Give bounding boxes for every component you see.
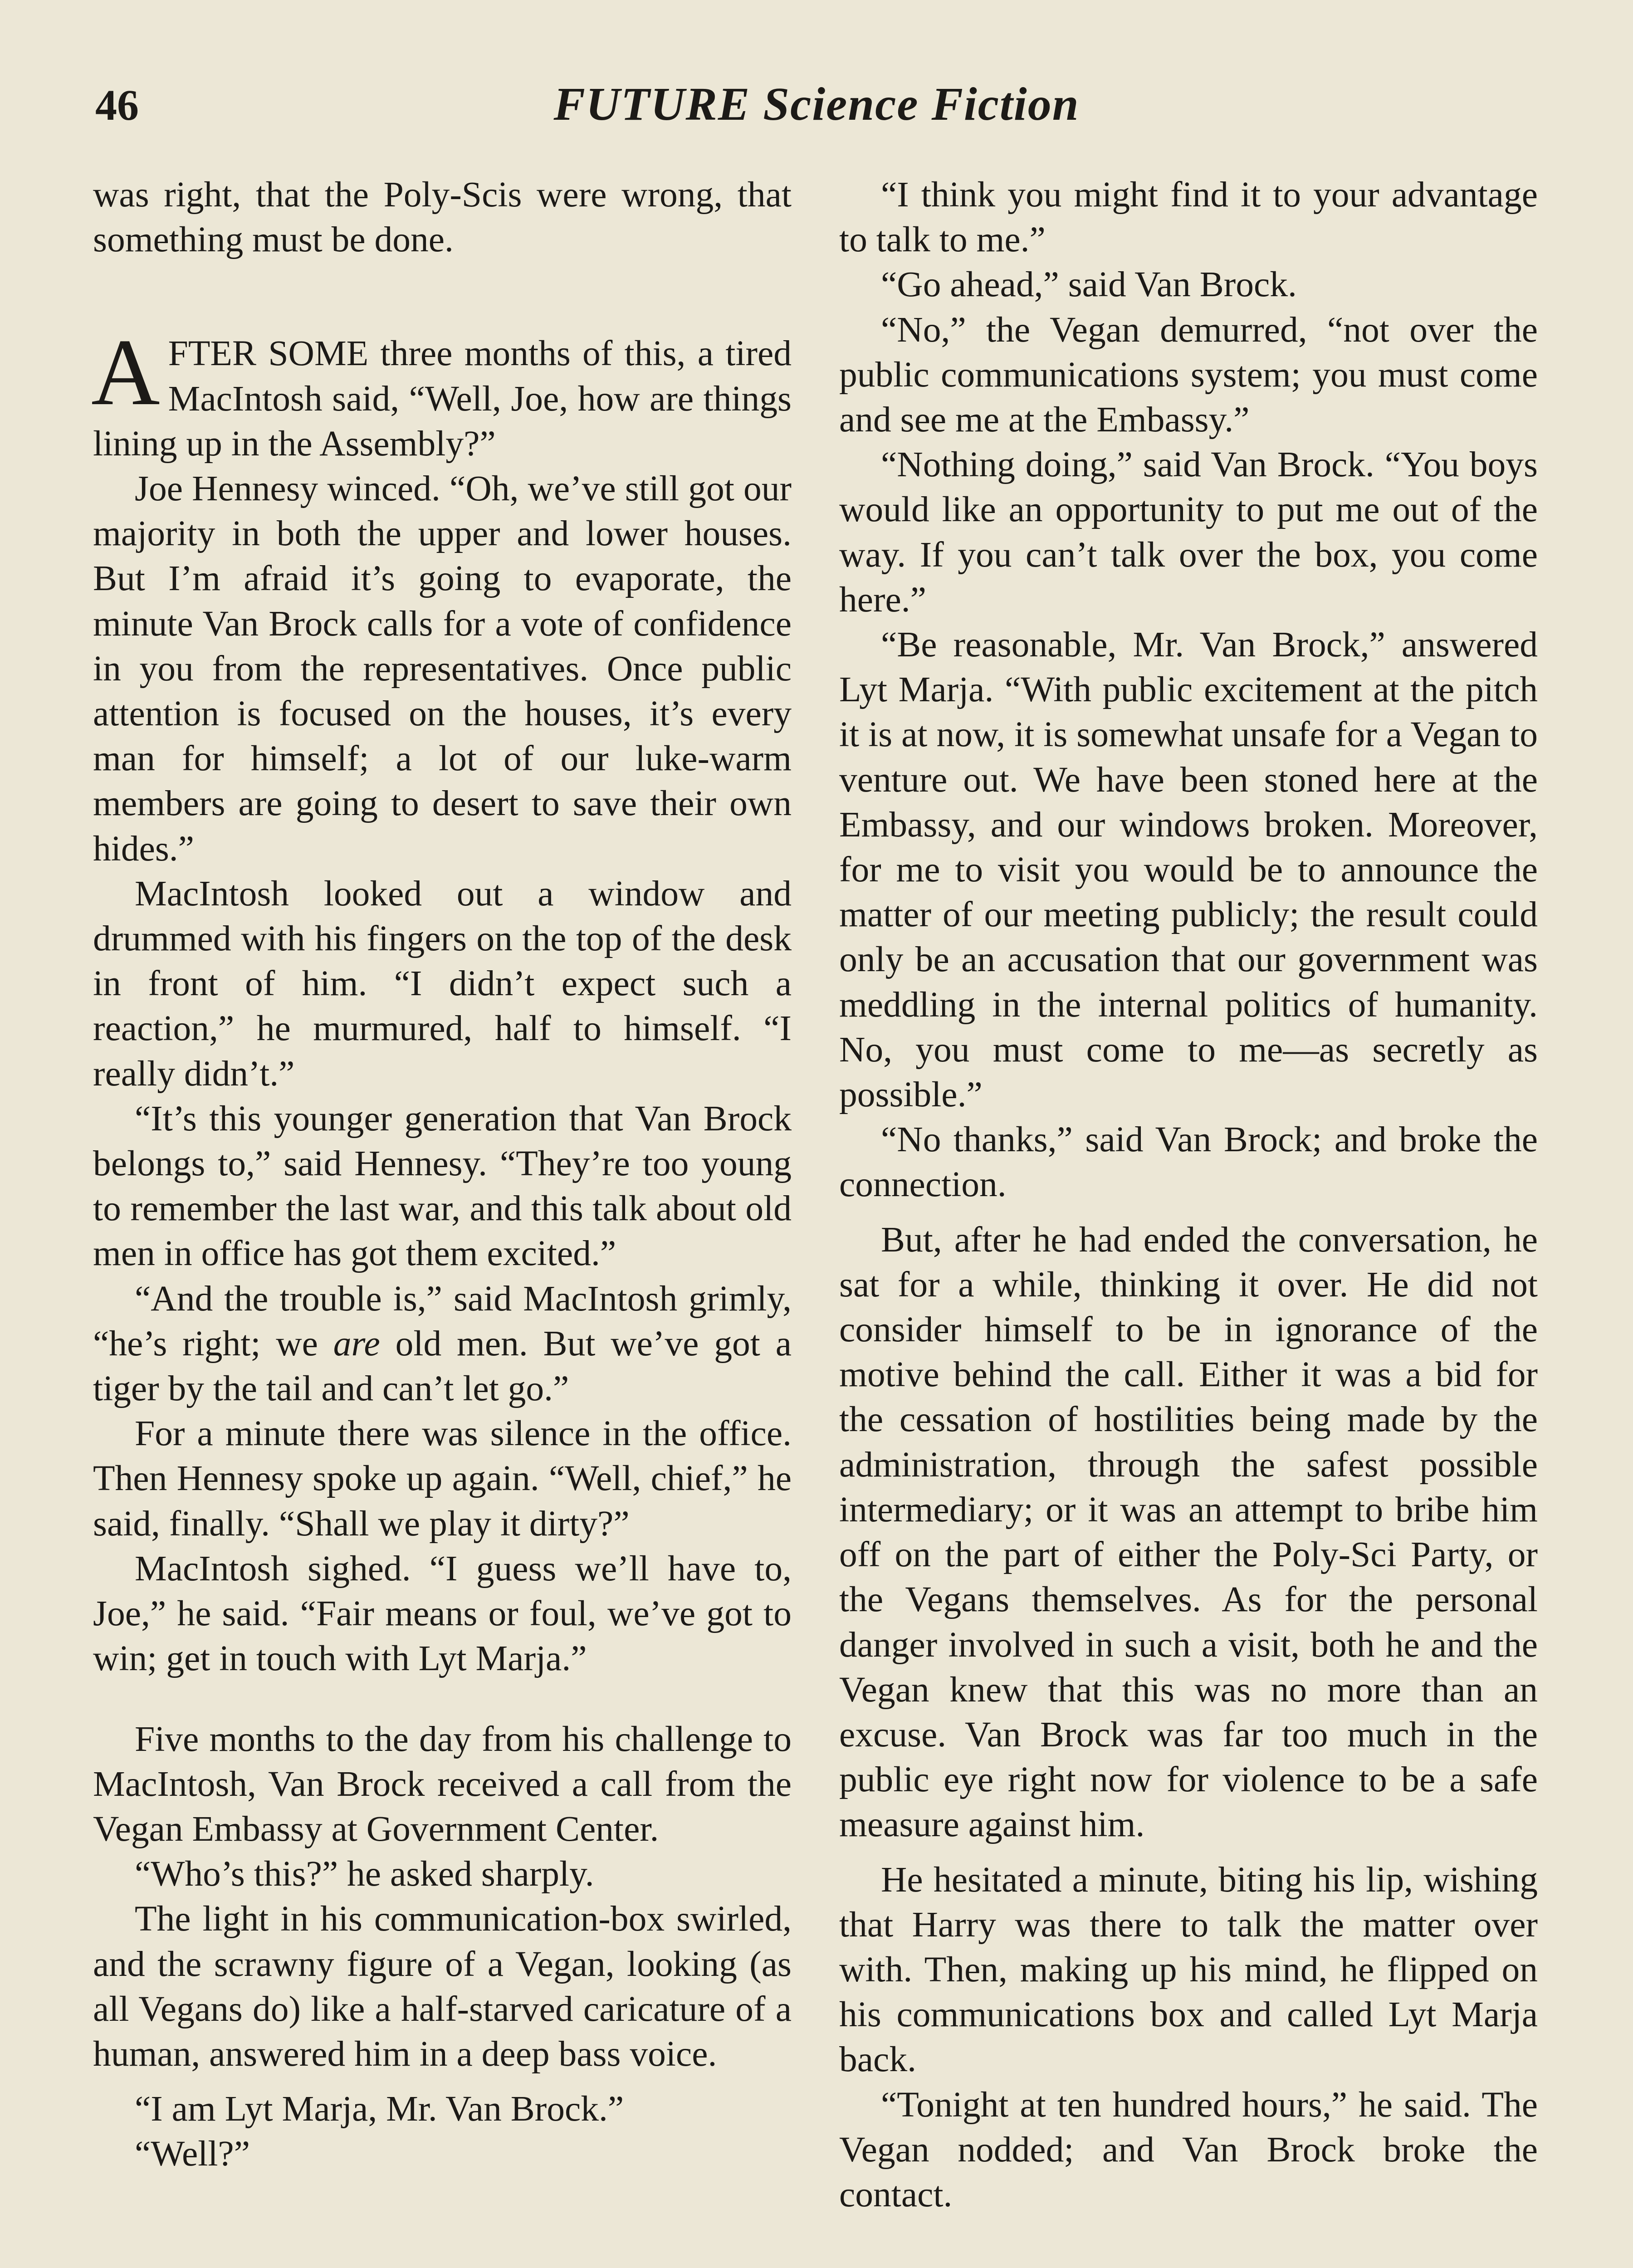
paragraph: “Nothing doing,” said Van Brock. “You boys would like an opportunity to put me out of the way. If you can’t talk over the box, you come here.” — [839, 445, 1538, 620]
paragraph-text: old men. But we’ve got a tiger by the tail and can’t let go.” — [93, 1323, 792, 1409]
paragraph: “I think you might find it to your advantage to talk to me.” — [839, 175, 1538, 260]
drop-cap: A — [91, 320, 160, 425]
paragraph — [93, 1276, 792, 1412]
paragraph: “Be reasonable, Mr. Van Brock,” answered Lyt Marja. “With public excitement at the pitch it is at now, it is somewhat unsafe for a Vegan to venture out. We have been stoned here at the Embassy, and our windows broken. Moreover, for me to visit you would be to announce the matter of our meeting publicly; the result could only be an accusation that our government was meddling in the internal politics of humanity. No, you must come to me—as secretly as possible.” — [839, 625, 1538, 1115]
paragraph: Joe Hennesy winced. “Oh, we’ve still got our majority in both the upper and lower houses. But I’m afraid it’s going to evaporate, the minute Van Brock calls for a vote of confidence in you from the representatives. Once public attention is focused on the houses, it’s every man for himself; a lot of our luke-warm members are going to desert to save their own hides.” — [93, 469, 792, 869]
page-number: 46 — [95, 81, 139, 129]
running-head: FUTURE Science Fiction — [553, 78, 1080, 130]
paragraph: He hesitated a minute, biting his lip, wishing that Harry was there to talk the matter over with. Then, making up his mind, he flipped on his communications box and called Lyt Marja back. — [839, 1859, 1538, 2080]
paragraph: “Who’s this?” he asked sharply. — [135, 1854, 594, 1894]
paragraph: MacIntosh looked out a window and drummed with his fingers on the top of the desk in front of him. “I didn’t expect such a reaction,” he murmured, half to himself. “I really didn’t.” — [93, 873, 792, 1094]
paragraph: “I am Lyt Marja, Mr. Van Brock.” — [135, 2089, 624, 2129]
paragraph: The light in his communication-box swirled, and the scrawny figure of a Vegan, looking (as all Vegans do) like a half-starved caricature of a human, answered him in a deep bass voice. — [93, 1899, 792, 2074]
left-column — [93, 172, 792, 2177]
paragraph-text: “And the trouble is,” said MacIntosh grimly, “he’s right; we — [93, 1278, 792, 1364]
right-column — [839, 172, 1538, 2217]
paragraph: “No,” the Vegan demurred, “not over the public communications system; you must come and see me at the Embassy.” — [839, 309, 1538, 440]
paragraph: MacIntosh sighed. “I guess we’ll have to, Joe,” he said. “Fair means or foul, we’ve got to win; get in touch with Lyt Marja.” — [93, 1548, 792, 1679]
paragraph: But, after he had ended the conversation, he sat for a while, thinking it over. He did not consider himself to be in ignorance of the motive behind the call. Either it was a bid for the cessation of hostilities being made by the administration, through the safest possible intermediary; or it was an attempt to bribe him off on the part of either the Poly-Sci Party, or the Vegans themselves. As for the personal danger involved in such a visit, both he and the Vegan knew that this was no more than an excuse. Van Brock was far too much in the public eye right now for violence to be a safe measure against him. — [839, 1219, 1538, 1845]
paragraph: “Well?” — [135, 2134, 250, 2174]
emphasis: are — [333, 1323, 380, 1364]
paragraph: was right, that the Poly-Scis were wrong, that something must be done. — [93, 175, 792, 260]
paragraph: “Tonight at ten hundred hours,” he said. The Vegan nodded; and Van Brock broke the contact. — [839, 2084, 1538, 2214]
section-opening-paragraph — [91, 320, 792, 466]
paragraph: “No thanks,” said Van Brock; and broke the connection. — [839, 1119, 1538, 1205]
paragraph: “Go ahead,” said Van Brock. — [881, 264, 1297, 305]
paragraph: For a minute there was silence in the office. Then Hennesy spoke up again. “Well, chief,” he said, finally. “Shall we play it dirty?” — [93, 1413, 792, 1544]
paragraph-text: FTER SOME three months of this, a tired MacIntosh said, “Well, Joe, how are things lining up in the Assembly?” — [93, 333, 792, 464]
paragraph: Five months to the day from his challenge to MacIntosh, Van Brock received a call from the Vegan Embassy at Government Center. — [93, 1719, 792, 1849]
paragraph: “It’s this younger generation that Van Brock belongs to,” said Hennesy. “They’re too young to remember the last war, and this talk about old men in office has got them excited.” — [93, 1098, 792, 1274]
